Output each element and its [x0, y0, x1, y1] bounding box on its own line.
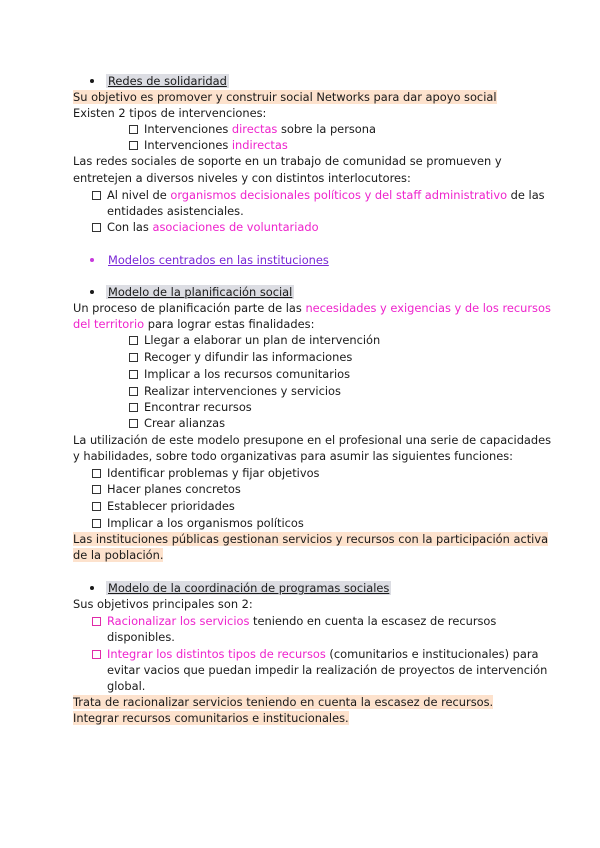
highlight-line	[73, 89, 497, 105]
checkbox-item: Intervenciones indirectas	[129, 137, 288, 153]
highlight-text: Su objetivo es promover y construir social Networks para dar apoyo social	[73, 90, 497, 104]
checkbox-icon[interactable]	[129, 370, 138, 379]
section-title-coordinacion	[106, 580, 391, 596]
paragraph-line: del territorio para lograr estas finalidades:	[73, 317, 315, 331]
checkbox-item: Racionalizar los servicios teniendo en cuenta la escasez de recursos	[92, 613, 496, 629]
title-text: Redes de solidaridad	[108, 74, 227, 88]
checkbox-icon[interactable]	[92, 223, 101, 232]
paragraph-line: La utilización de este modelo presupone en el profesional una serie de capacidades	[73, 433, 552, 447]
checkbox-item: Recoger y difundir las informaciones	[129, 349, 352, 365]
checkbox-icon[interactable]	[92, 650, 101, 659]
bullet-icon	[90, 586, 94, 590]
bullet-icon	[90, 258, 94, 262]
checkbox-icon[interactable]	[92, 485, 101, 494]
checkbox-item: Realizar intervenciones y servicios	[129, 383, 341, 399]
checkbox-icon[interactable]	[92, 469, 101, 478]
title-text: Modelo de la planificación social	[108, 285, 293, 299]
highlight-line: de la población.	[73, 548, 164, 562]
paragraph-line: Un proceso de planificación parte de las necesidades y exigencias y de los recursos	[73, 301, 551, 315]
checkbox-item: Identificar problemas y fijar objetivos	[92, 465, 319, 481]
section-title-instituciones[interactable]	[106, 252, 331, 268]
paragraph-line: Sus objetivos principales son 2:	[73, 597, 253, 611]
checkbox-icon[interactable]	[129, 387, 138, 396]
bullet-icon	[90, 79, 94, 83]
paragraph-line: y habilidades, sobre todo organizativas para asumir las siguientes funciones:	[73, 449, 513, 463]
checkbox-item: Establecer prioridades	[92, 498, 235, 514]
checkbox-icon[interactable]	[129, 353, 138, 362]
checkbox-icon[interactable]	[129, 403, 138, 412]
paragraph-line: evitar vacios que puedan impedir la realización de proyectos de intervención	[107, 663, 548, 677]
checkbox-icon[interactable]	[129, 125, 138, 134]
checkbox-item: Crear alianzas	[129, 415, 225, 431]
checkbox-icon[interactable]	[92, 519, 101, 528]
checkbox-icon[interactable]	[129, 336, 138, 345]
title-link[interactable]: Modelos centrados en las instituciones	[108, 253, 329, 267]
highlight-line: Las instituciones públicas gestionan servicios y recursos con la participación activa	[73, 532, 549, 546]
checkbox-item: Integrar los distintos tipos de recursos (comunitarios e institucionales) para	[92, 646, 539, 662]
checkbox-item: Implicar a los organismos políticos	[92, 515, 304, 531]
checkbox-item: Intervenciones directas sobre la persona	[129, 121, 376, 137]
paragraph-line: global.	[107, 679, 146, 693]
highlight-line: Integrar recursos comunitarios e institucionales.	[73, 711, 349, 725]
highlight-line: Trata de racionalizar servicios teniendo en cuenta la escasez de recursos.	[73, 695, 494, 709]
title-text: Modelo de la coordinación de programas sociales	[108, 581, 390, 595]
checkbox-icon[interactable]	[92, 617, 101, 626]
checkbox-icon[interactable]	[129, 419, 138, 428]
checkbox-item: Llegar a elaborar un plan de intervención	[129, 332, 380, 348]
checkbox-item: Al nivel de organismos decisionales políticos y del staff administrativo de las	[92, 187, 545, 203]
checkbox-item: Con las asociaciones de voluntariado	[92, 219, 319, 235]
section-title-redes	[106, 73, 229, 89]
checkbox-icon[interactable]	[92, 502, 101, 511]
section-title-planificacion	[106, 284, 294, 300]
paragraph-line: disponibles.	[107, 630, 175, 644]
checkbox-item: Implicar a los recursos comunitarios	[129, 366, 350, 382]
checkbox-item: Hacer planes concretos	[92, 481, 241, 497]
paragraph-line: entidades asistenciales.	[107, 204, 244, 218]
checkbox-icon[interactable]	[92, 191, 101, 200]
bullet-icon	[90, 290, 94, 294]
paragraph-line: entretejen a diversos niveles y con distintos interlocutores:	[73, 171, 411, 185]
paragraph-line: Las redes sociales de soporte en un trabajo de comunidad se promueven y	[73, 154, 502, 168]
checkbox-icon[interactable]	[129, 141, 138, 150]
paragraph-line: Existen 2 tipos de intervenciones:	[73, 106, 267, 120]
checkbox-item: Encontrar recursos	[129, 399, 252, 415]
